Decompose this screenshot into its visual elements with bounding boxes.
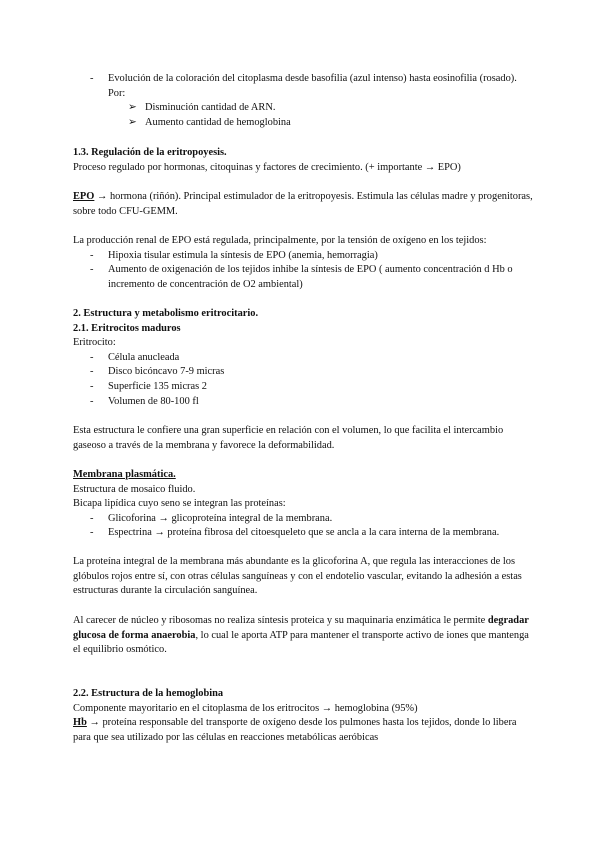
dash-bullet: - (90, 264, 94, 276)
list-item-text: Disco bicóncavo 7-9 micras (108, 366, 225, 378)
list-item-text: Evolución de la coloración del citoplasma desde basofilia (azul intenso) hasta eosinofilia (rosado). Por: (108, 73, 517, 99)
dash-bullet: - (90, 366, 94, 378)
list-item (73, 263, 533, 292)
arrow-bullet-icon: ➢ (128, 102, 137, 114)
paragraph: Proceso regulado por hormonas, citoquinas y factores de crecimiento. (+ importante → EPO) (73, 161, 461, 173)
list-item-text: Aumento de oxigenación de los tejidos inhibe la síntesis de EPO ( aumento concentración d Hb o incremento de concentración de O2 ambiental) (108, 264, 513, 290)
paragraph: Bicapa lipídica cuyo seno se integran las proteínas: (73, 498, 286, 510)
dash-bullet: - (90, 527, 94, 539)
list-item (73, 351, 533, 366)
list-item (73, 380, 533, 395)
section-1-3 (73, 146, 533, 175)
sub-list-item (73, 101, 533, 116)
dash-bullet: - (90, 512, 94, 524)
section-heading: 2. Estructura y metabolismo eritrocitario. (73, 308, 259, 319)
section-2-2 (73, 687, 533, 745)
list-item-text: Glicoforina → glicoproteína integral de la membrana. (108, 512, 333, 524)
membrane-section (73, 468, 533, 541)
intro-list (73, 72, 533, 130)
sub-list-item-text: Aumento cantidad de hemoglobina (145, 116, 291, 128)
label: Eritrocito: (73, 337, 116, 349)
sub-list-item (73, 116, 533, 131)
paragraph: La producción renal de EPO está regulada, principalmente, por la tensión de oxígeno en los tejidos: (73, 235, 487, 246)
list-item (73, 365, 533, 380)
paragraph-text: , lo cual le aporta ATP para mantener el transporte activo de iones que mantenga el equilibrio osmótico. (73, 629, 529, 656)
glycophorin-paragraph (73, 555, 533, 599)
term-epo: EPO (73, 191, 95, 202)
dash-bullet: - (90, 351, 94, 363)
epo-definition (73, 190, 533, 219)
paragraph: Estructura de mosaico fluido. (73, 483, 196, 495)
dash-bullet: - (90, 395, 94, 407)
list-item (73, 526, 533, 541)
bold-text: degradar glucosa de forma anaerobia (73, 615, 529, 641)
dash-bullet: - (90, 73, 94, 84)
metabolism-paragraph (73, 614, 533, 658)
list-item-text: Superficie 135 micras 2 (108, 380, 207, 392)
paragraph: Componente mayoritario en el citoplasma de los eritrocitos → hemoglobina (95%) (73, 702, 418, 714)
erythrocyte-paragraph (73, 424, 533, 453)
definition-text: → proteína responsable del transporte de oxígeno desde los pulmones hasta los tejidos, donde lo libera para que sea utilizado por las células en reacciones metabólicas aeróbicas (73, 717, 517, 743)
dash-bullet: - (90, 380, 94, 392)
section-heading: Membrana plasmática. (73, 469, 176, 480)
paragraph-text: Al carecer de núcleo y ribosomas no realiza síntesis proteica y su maquinaria enzimática le permite (73, 615, 488, 626)
term-hb: Hb (73, 717, 87, 729)
paragraph: Esta estructura le confiere una gran superficie en relación con el volumen, lo que facilita el intercambio gaseoso a través de la membrana y favorece la deformabilidad. (73, 425, 504, 451)
list-item-text: Hipoxia tisular estimula la síntesis de EPO (anemia, hemorragia) (108, 249, 378, 261)
list-item (73, 72, 533, 101)
epo-regulation (73, 234, 533, 292)
list-item (73, 512, 533, 527)
subsection-heading: 2.1. Eritrocitos maduros (73, 322, 181, 334)
list-item-text: Célula anucleada (108, 351, 180, 363)
list-item (73, 249, 533, 264)
section-heading: 1.3. Regulación de la eritropoyesis. (73, 147, 227, 158)
section-2 (73, 307, 533, 409)
list-item-text: Volumen de 80-100 fl (108, 395, 199, 407)
dash-bullet: - (90, 249, 94, 261)
sub-list-item-text: Disminución cantidad de ARN. (145, 102, 276, 114)
definition-text: → hormona (riñón). Principal estimulador de la eritropoyesis. Estimula las células madre y progenitoras, sobre todo CFU-GEMM. (73, 191, 533, 217)
paragraph: La proteína integral de la membrana más abundante es la glicoforina A, que regula las interacciones de los glóbulos rojos entre sí, con otras células sanguíneas y con el endotelio vascular, evitando la adhesión a estas estructuras durante la circulación sanguínea. (73, 556, 522, 597)
section-heading: 2.2. Estructura de la hemoglobina (73, 688, 224, 699)
list-item (73, 395, 533, 410)
arrow-bullet-icon: ➢ (128, 116, 137, 128)
list-item-text: Espectrina → proteína fibrosa del citoesqueleto que se ancla a la cara interna de la membrana. (108, 527, 500, 539)
